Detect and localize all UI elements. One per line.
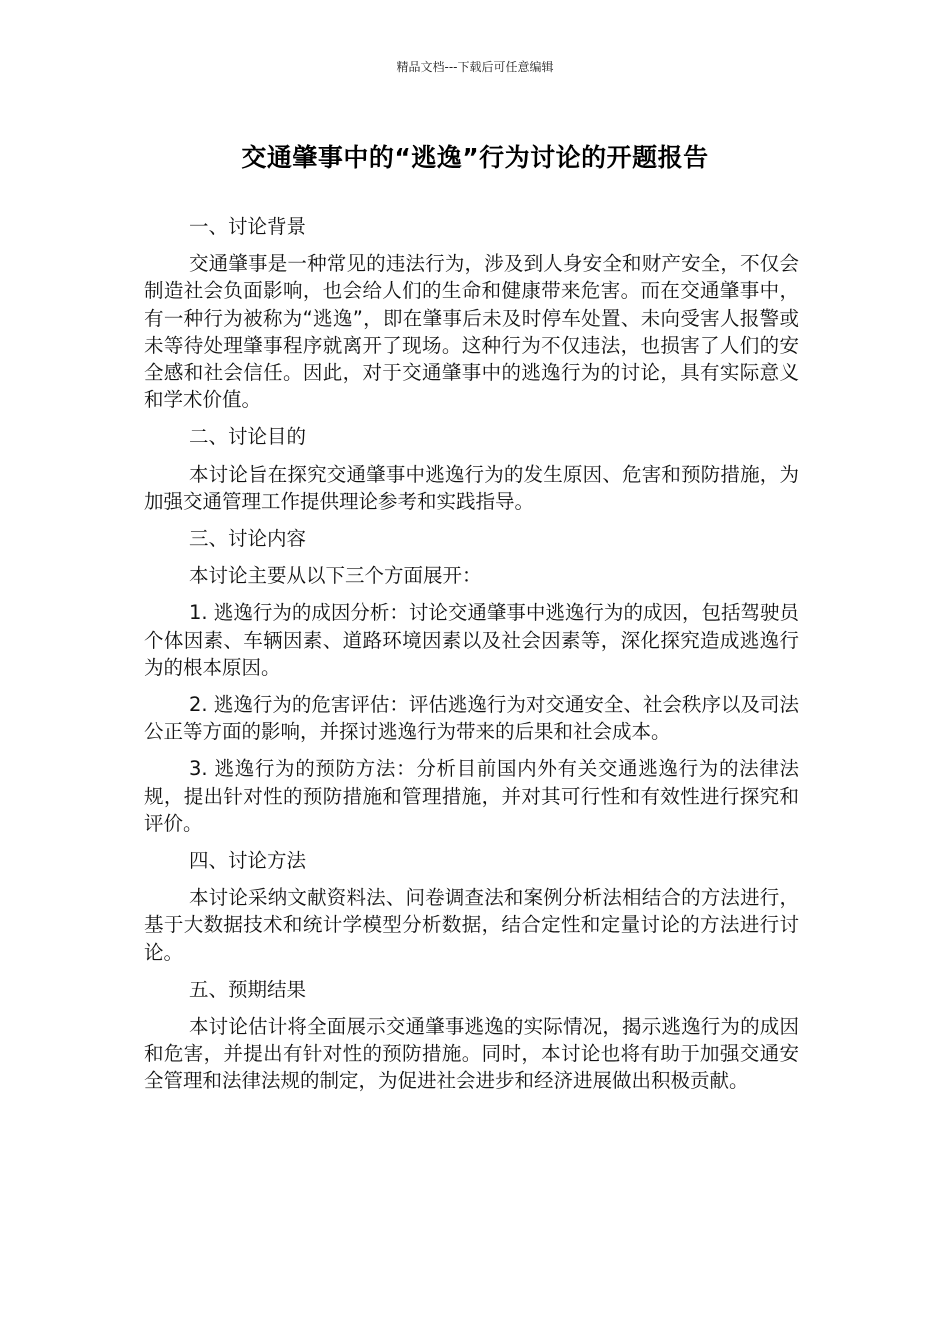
header-note: 精品文档---下载后可任意编辑 [396,60,554,74]
section-heading-expected-results: 五、预期结果 [189,977,307,1001]
paragraph-content-item-3: 3. 逃逸行为的预防方法：分析目前国内外有关交通逃逸行为的法律法规，提出针对性的预防措施和管理措施，并对其可行性和有效性进行探究和评价。 [144,757,799,835]
section-heading-method: 四、讨论方法 [189,849,307,873]
section-heading-background: 一、讨论背景 [189,215,307,238]
section-heading-purpose: 二、讨论目的 [189,425,307,449]
section-heading-content: 三、讨论内容 [189,527,307,551]
document-body [144,213,799,1105]
paragraph-content-item-1: 1. 逃逸行为的成因分析：讨论交通肇事中逃逸行为的成因，包括驾驶员个体因素、车辆因素、道路环境因素以及社会因素等，深化探究造成逃逸行为的根本原因。 [144,601,799,679]
paragraph-method: 本讨论采纳文献资料法、问卷调查法和案例分析法相结合的方法进行，基于大数据技术和统计学模型分析数据，结合定性和定量讨论的方法进行讨论。 [144,886,799,964]
paragraph-content-intro: 本讨论主要从以下三个方面展开： [189,564,482,588]
paragraph-content-item-2: 2. 逃逸行为的危害评估：评估逃逸行为对交通安全、社会秩序以及司法公正等方面的影响，并探讨逃逸行为带来的后果和社会成本。 [144,693,799,744]
document-title: 交通肇事中的“逃逸”行为讨论的开题报告 [241,143,709,172]
paragraph-background: 交通肇事是一种常见的违法行为，涉及到人身安全和财产安全，不仅会制造社会负面影响，也会给人们的生命和健康带来危害。而在交通肇事中，有一种行为被称为“逃逸”，即在肇事后未及时停车处置、未向受害人报警或未等待处理肇事程序就离开了现场。这种行为不仅违法，也损害了人们的安全感和社会信任。因此，对于交通肇事中的逃逸行为的讨论，具有实际意义和学术价值。 [144,252,799,412]
paragraph-purpose: 本讨论旨在探究交通肇事中逃逸行为的发生原因、危害和预防措施，为加强交通管理工作提供理论参考和实践指导。 [144,462,799,513]
paragraph-expected-results: 本讨论估计将全面展示交通肇事逃逸的实际情况，揭示逃逸行为的成因和危害，并提出有针对性的预防措施。同时，本讨论也将有助于加强交通安全管理和法律法规的制定，为促进社会进步和经济进展做出积极贡献。 [144,1015,799,1093]
